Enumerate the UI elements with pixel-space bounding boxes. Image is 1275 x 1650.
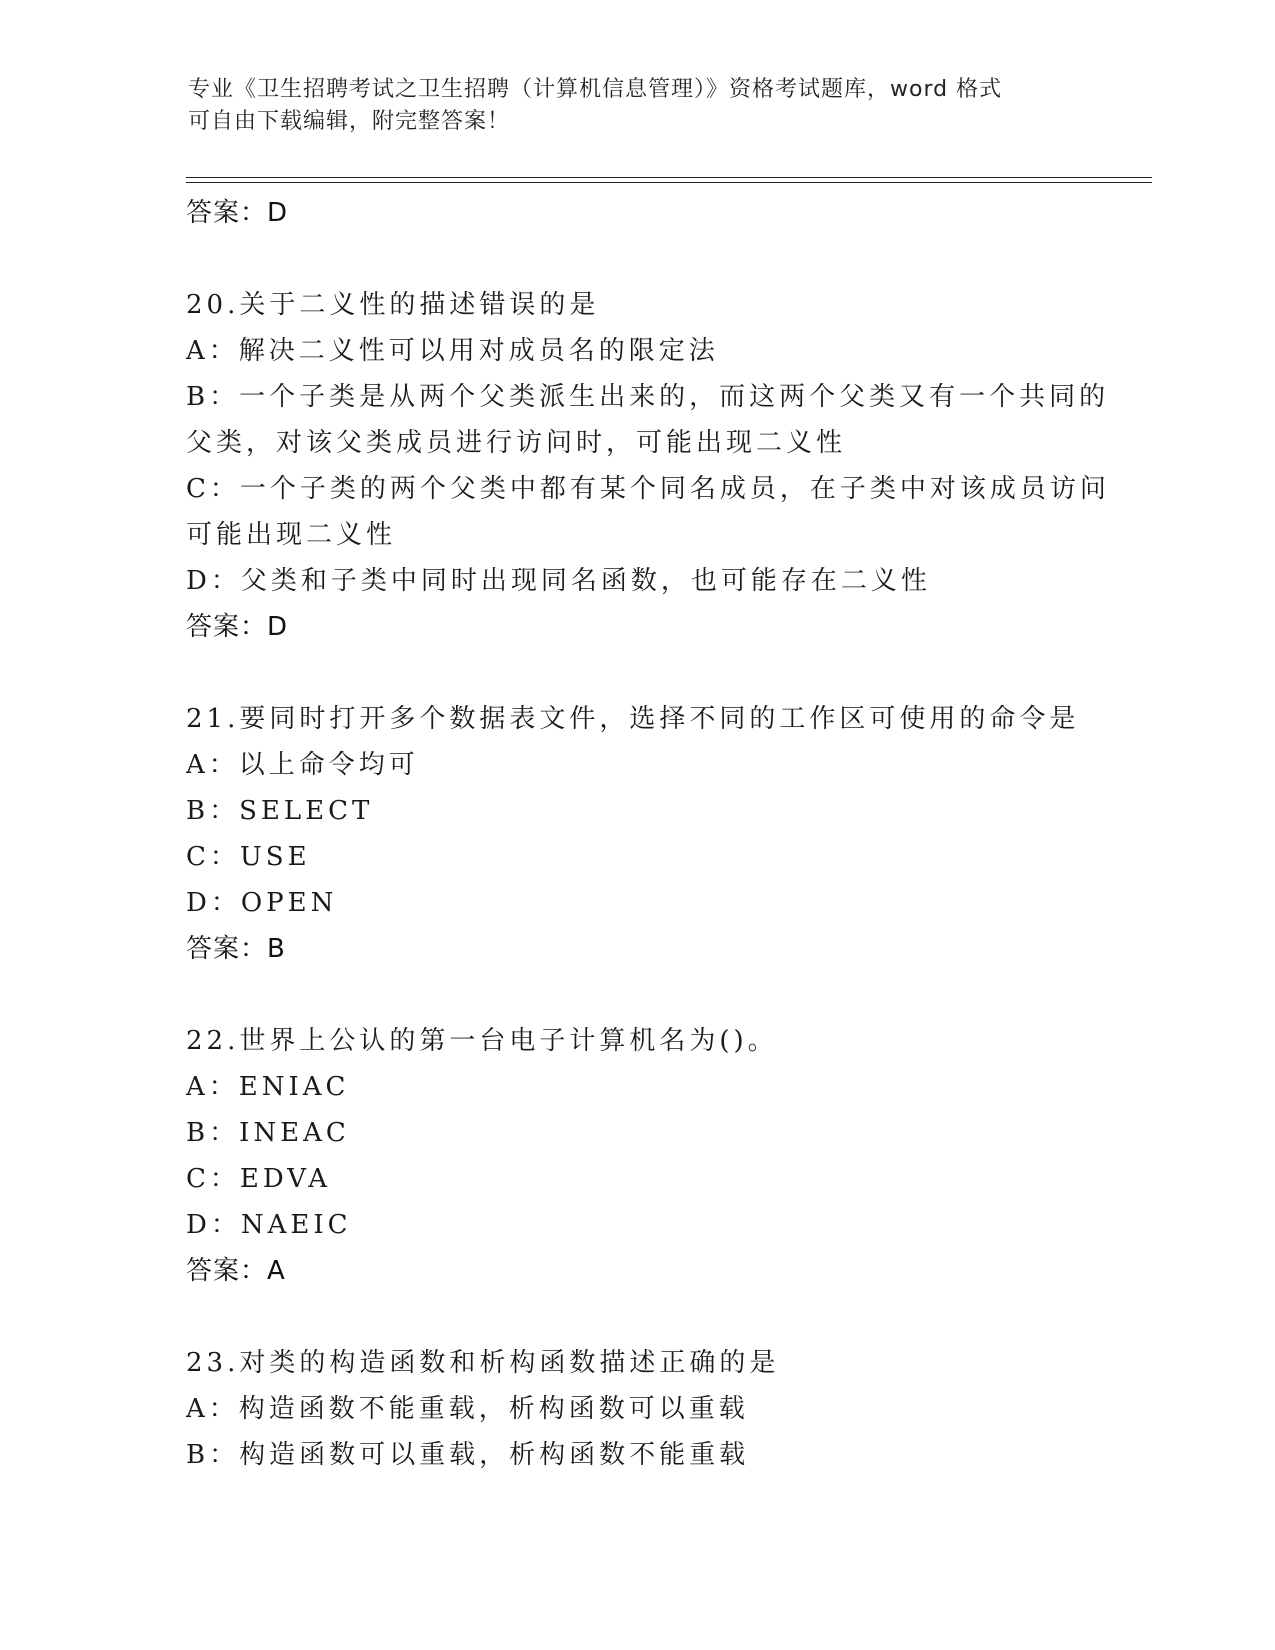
question-stem: 23.对类的构造函数和析构函数描述正确的是	[186, 1348, 780, 1378]
option-b: B：INEAC	[186, 1118, 350, 1148]
option-a: A：解决二义性可以用对成员名的限定法	[186, 336, 719, 366]
option-b-line-2: 父类，对该父类成员进行访问时，可能出现二义性	[186, 428, 847, 458]
option-a: A：ENIAC	[186, 1072, 350, 1102]
header-line-2: 可自由下载编辑，附完整答案！	[188, 109, 511, 134]
answer: 答案：D	[186, 612, 289, 642]
spacer	[186, 1294, 1086, 1340]
question-stem: 20.关于二义性的描述错误的是	[186, 290, 600, 320]
option-b-line-1: B：一个子类是从两个父类派生出来的，而这两个父类又有一个共同的	[186, 382, 1110, 412]
spacer	[186, 972, 1086, 1018]
answer-19: 答案：D	[186, 198, 289, 228]
option-c-line-2: 可能出现二义性	[186, 520, 397, 550]
spacer	[186, 650, 1086, 696]
answer: 答案：B	[186, 934, 286, 964]
option-d: D：NAEIC	[186, 1210, 352, 1240]
option-b: B：构造函数可以重载，析构函数不能重载	[186, 1440, 750, 1470]
question-23	[186, 1340, 1086, 1478]
answer: 答案：A	[186, 1256, 286, 1286]
question-list	[186, 190, 1110, 1478]
option-c-line-1: C：一个子类的两个父类中都有某个同名成员，在子类中对该成员访问	[186, 474, 1110, 504]
question-stem: 21.要同时打开多个数据表文件，选择不同的工作区可使用的命令是	[186, 704, 1080, 734]
question-22	[186, 1018, 1086, 1294]
option-a: A：以上命令均可	[186, 750, 419, 780]
option-d: D：父类和子类中同时出现同名函数，也可能存在二义性	[186, 566, 931, 596]
header-line-1: 专业《卫生招聘考试之卫生招聘（计算机信息管理）》资格考试题库，word 格式	[188, 77, 1003, 102]
question-21	[186, 696, 1086, 972]
question-20	[186, 282, 1110, 650]
header-divider-top	[186, 177, 1152, 178]
option-b: B：SELECT	[186, 796, 374, 826]
header-divider-bottom	[186, 182, 1152, 183]
question-stem: 22.世界上公认的第一台电子计算机名为()。	[186, 1026, 778, 1056]
document-header	[188, 74, 1068, 138]
option-d: D：OPEN	[186, 888, 338, 918]
option-a: A：构造函数不能重载，析构函数可以重载	[186, 1394, 749, 1424]
option-c: C：EDVA	[186, 1164, 332, 1194]
option-c: C：USE	[186, 842, 311, 872]
spacer	[186, 236, 1086, 282]
